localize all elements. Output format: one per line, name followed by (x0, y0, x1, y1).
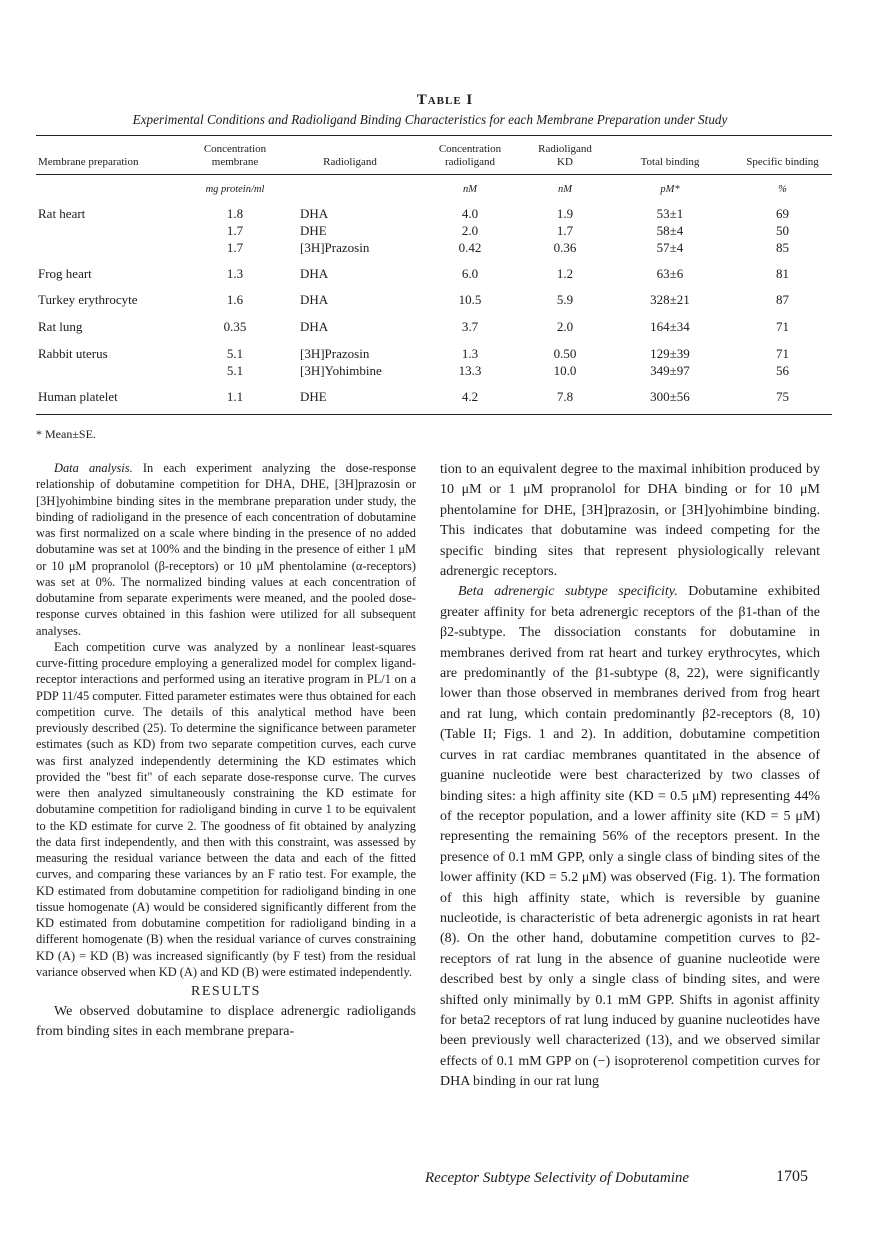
cell-total-binding: 349±97 (650, 363, 690, 378)
running-title: Receptor Subtype Selectivity of Dobutamine (425, 1170, 690, 1186)
cell-radioligand: DHA (300, 266, 329, 281)
paragraph-data-analysis (36, 460, 416, 639)
page-number: 1705 (776, 1168, 808, 1185)
cell-concentration: 5.1 (226, 346, 244, 361)
cell-radioligand-concentration: 6.0 (461, 266, 479, 281)
cell-radioligand: DHA (300, 292, 329, 307)
header-concentration-radioligand-2: radioligand (444, 156, 496, 168)
cell-radioligand: [3H]Prazosin (300, 240, 370, 255)
header-kd-1: Radioligand (538, 143, 592, 155)
cell-concentration: 0.35 (223, 319, 247, 334)
table-label: Table I (416, 92, 474, 108)
cell-membrane: Turkey erythrocyte (38, 292, 138, 307)
cell-total-binding: 129±39 (650, 346, 690, 361)
table-caption: Experimental Conditions and Radioligand Binding Characteristics for each Membrane Preparation under Study (132, 112, 728, 127)
cell-total-binding: 300±56 (650, 389, 690, 404)
header-concentration-membrane-1: Concentration (203, 143, 267, 155)
cell-total-binding: 63±6 (656, 266, 684, 281)
cell-kd: 1.2 (556, 266, 574, 281)
header-specific-binding: Specific binding (746, 156, 819, 168)
cell-membrane: Frog heart (38, 266, 92, 281)
cell-radioligand-concentration: 0.42 (458, 240, 482, 255)
cell-concentration: 5.1 (226, 363, 244, 378)
cell-kd: 2.0 (556, 319, 574, 334)
cell-membrane: Rat heart (38, 206, 86, 221)
cell-total-binding: 57±4 (656, 240, 684, 255)
cell-membrane: Rabbit uterus (38, 346, 108, 361)
paragraph-curve-fitting: Each competition curve was analyzed by a nonlinear least-squares curve-fitting procedure employing a generalized model for complex ligand-receptor interactions and performed using an iterative program in PL/1 on a PDP 11/45 computer. Fitted parameter estimates were thus obtained for each competition curve. The details of this analytical method have been previously described (25). To determine the significance between parameter estimates (such as KD) from two separate competition curves, each curve was first analyzed independently determining the KD estimates which provided the "best fit" of each separate dose-response curve. The curves were then analyzed simultaneously constraining the KD estimate for dobutamine competition for radioligand binding in curve 1 to be equivalent to the KD estimate for curve 2. The goodness of fit obtained by analyzing the data first independently, and then with this constraint, was assessed by measuring the residual variance between the data and each of the fitted curves, and comparing these variances by an F ratio test. For example, the KD estimated from dobutamine competition for radioligand binding in one tissue homogenate (A) would be considered significantly different from the KD estimated from dobutamine competition for radioligand binding in a different homogenate (B) when the residual variance of curves constraining KD (A) = KD (B) was increased significantly (by F test) from the residual variance observed when KD (A) and KD (B) were estimated independently. (36, 639, 416, 979)
cell-kd: 1.7 (556, 223, 574, 238)
unit-radioligand: nM (463, 184, 477, 195)
cell-radioligand-concentration: 3.7 (461, 319, 479, 334)
cell-kd: 10.0 (553, 363, 577, 378)
cell-total-binding: 53±1 (656, 206, 684, 221)
paragraph-lead: Data analysis. (54, 461, 133, 475)
cell-total-binding: 328±21 (650, 292, 690, 307)
cell-radioligand: DHE (300, 389, 327, 404)
unit-membrane: mg protein/ml (205, 184, 265, 195)
cell-kd: 0.36 (553, 240, 577, 255)
left-column (36, 460, 416, 1042)
paragraph-continuation: tion to an equivalent degree to the maximal inhibition produced by 10 μM or 1 μM propranolol for DHA binding or for 10 μM phentolamine for DHE, [3H]prazosin, or [3H]yohimbine binding. This indicates that dobutamine was indeed competing for the specific binding sites that represent physiologically relevant adrenergic receptors. (440, 462, 820, 580)
paragraph-text: Dobutamine exhibited greater affinity for beta adrenergic receptors of the β1-than of the β2-subtype. The dissociation constants for dobutamine in membranes derived from rat heart and turkey erythrocytes, which are predominantly of the β1-subtype (8, 22), were significantly lower than those observed in membranes derived from frog heart and rat lung, which contain predominantly β2-receptors (8, 10) (Table II; Figs. 1 and 2). In addition, dobutamine competition curves in rat cardiac membranes quantitated in the absence of guanine nucleotide were best characterized by two classes of binding sites: a high affinity site (KD = 0.5 μM) representing 44% of the receptor population, and a lower affinity site (KD = 5 μM) representing the remaining 56% of the receptors present. In the presence of 0.1 mM GPP, only a single class of binding sites of the lower affinity (KD = 5.2 μM) was observed (Fig. 1). The formation of this high affinity state, which is reversible by guanine nucleotide, is characteristic of beta adrenergic agonists in rat heart (8). On the other hand, dobutamine competition curves to β2-receptors of rat lung in the absence of guanine nucleotide were described best by only a single class of binding sites, and were shifted only minimally by 0.1 mM GPP. Shifts in agonist affinity for beta2 receptors of rat lung induced by guanine nucleotides have been previously well characterized (13), and we observed similar effects of 0.1 mM GPP on (−) isoproterenol competition curves for DHA binding in our rat lung (440, 584, 821, 1090)
cell-specific-binding: 50 (776, 223, 789, 238)
paragraph-results: We observed dobutamine to displace adrenergic radioligands from binding sites in each membrane prepara- (36, 1004, 416, 1040)
cell-specific-binding: 56 (776, 363, 789, 378)
cell-specific-binding: 87 (776, 292, 789, 307)
header-membrane: Membrane preparation (38, 156, 139, 168)
unit-specific: % (778, 184, 787, 195)
cell-radioligand-concentration: 4.2 (461, 389, 479, 404)
section-heading-results: RESULTS (191, 984, 261, 999)
cell-concentration: 1.8 (226, 206, 244, 221)
cell-kd: 5.9 (556, 292, 574, 307)
cell-concentration: 1.7 (226, 223, 244, 238)
table-bottom-rule (36, 414, 832, 415)
cell-radioligand: DHA (300, 319, 329, 334)
cell-membrane: Human platelet (38, 389, 118, 404)
header-concentration-radioligand-1: Concentration (438, 143, 502, 155)
cell-radioligand: [3H]Yohimbine (300, 363, 382, 378)
cell-radioligand: DHA (300, 206, 329, 221)
cell-radioligand: DHE (300, 223, 327, 238)
unit-total: pM* (660, 184, 680, 195)
cell-specific-binding: 69 (776, 206, 789, 221)
cell-specific-binding: 71 (776, 319, 789, 334)
cell-kd: 0.50 (553, 346, 577, 361)
paragraph-lead: Beta adrenergic subtype specificity. (458, 584, 678, 600)
cell-specific-binding: 75 (776, 389, 789, 404)
cell-specific-binding: 81 (776, 266, 789, 281)
cell-concentration: 1.6 (226, 292, 244, 307)
cell-radioligand: [3H]Prazosin (300, 346, 370, 361)
cell-radioligand-concentration: 13.3 (458, 363, 482, 378)
header-concentration-membrane-2: membrane (211, 156, 259, 168)
right-column (440, 460, 820, 1093)
cell-kd: 7.8 (556, 389, 574, 404)
unit-kd: nM (558, 184, 572, 195)
cell-concentration: 1.1 (226, 389, 244, 404)
paragraph-beta-subtype (440, 582, 820, 1092)
cell-concentration: 1.3 (226, 266, 244, 281)
cell-radioligand-concentration: 10.5 (458, 292, 482, 307)
cell-concentration: 1.7 (226, 240, 244, 255)
cell-kd: 1.9 (556, 206, 574, 221)
cell-radioligand-concentration: 2.0 (461, 223, 479, 238)
cell-specific-binding: 85 (776, 240, 789, 255)
table-footnote: * Mean±SE. (36, 427, 96, 441)
table-header-rule (36, 174, 832, 175)
cell-total-binding: 58±4 (656, 223, 684, 238)
cell-radioligand-concentration: 1.3 (461, 346, 479, 361)
header-total-binding: Total binding (640, 156, 700, 168)
cell-total-binding: 164±34 (650, 319, 690, 334)
cell-membrane: Rat lung (38, 319, 83, 334)
paragraph-text: In each experiment analyzing the dose-response relationship of dobutamine competition for DHA, DHE, [3H]prazosin or [3H]yohimbine binding sites in the membrane preparation under study, the binding of radioligand in the presence of each concentration of dobutamine was first normalized on a scale where binding in the presence of no added dobutamine was set at 100% and the binding in the presence of either 1 μM or 10 μM propranolol (β-receptors) or 10 μM phentolamine (α-receptors) was set at 0%. The normalized binding values at each concentration of dobutamine from separate experiments were meaned, and the pooled dose-response curves obtained in this fashion were utilized for all subsequent analyses. (36, 461, 416, 638)
cell-radioligand-concentration: 4.0 (461, 206, 479, 221)
table-top-rule (36, 135, 832, 136)
header-kd-2: KD (557, 156, 573, 168)
cell-specific-binding: 71 (776, 346, 789, 361)
header-radioligand: Radioligand (323, 156, 377, 168)
